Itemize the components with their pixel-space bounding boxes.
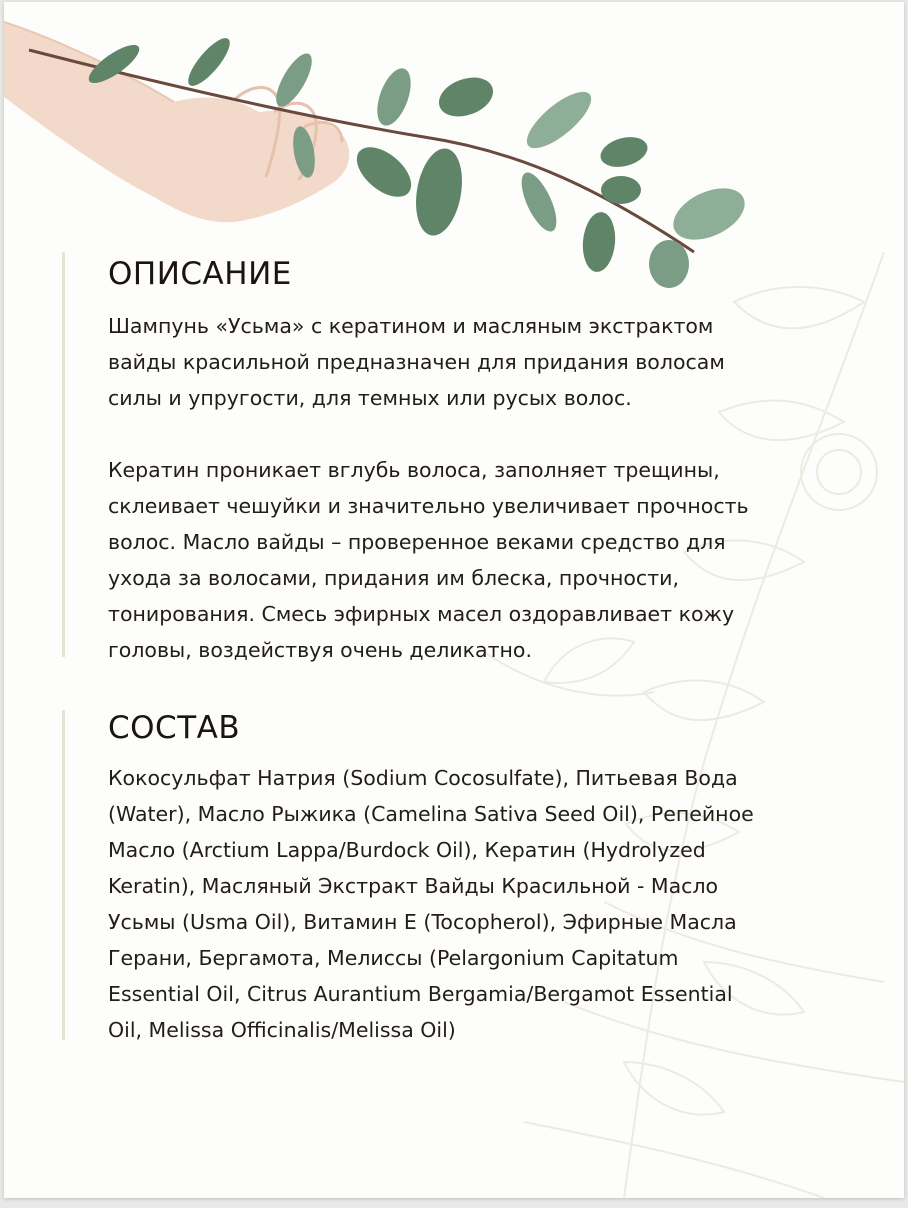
description-heading: ОПИСАНИЕ [108, 256, 292, 292]
description-paragraph-2: Кератин проникает вглубь волоса, заполняет трещины, склеивает чешуйки и значительно увеличивает прочность волос. Масло вайды – проверенное веками средство для ухода за волосами, придания им блеска, прочности, тонирования. Смесь эфирных масел оздоравливает кожу головы, воздействуя очень деликатно. [108, 458, 749, 662]
product-info-card [4, 2, 904, 1198]
section-accent-bar-description [62, 252, 65, 657]
composition-ingredients-text: Кокосульфат Натрия (Sodium Cocosulfate), Питьевая Вода (Water), Масло Рыжика (Camelina Sativa Seed Oil), Репейное Масло (Arctium Lappa/Burdock Oil), Кератин (Hydrolyzed Keratin), Масляный Экстракт Вайды Красильной - Масло Усьмы (Usma Oil), Витамин Е (Tocopherol), Эфирные Масла Герани, Бергамота, Мелиссы (Pelargonium Capitatum Essential Oil, Citrus Aurantium Bergamia/Bergamot Essential Oil, Melissa Officinalis/Melissa Oil) [108, 766, 754, 1042]
composition-heading: СОСТАВ [108, 710, 241, 746]
section-accent-bar-composition [62, 710, 65, 1040]
description-paragraph-1: Шампунь «Усьма» с кератином и масляным экстрактом вайды красильной предназначен для придания волосам силы и упругости, для темных или русых волос. [108, 314, 725, 410]
